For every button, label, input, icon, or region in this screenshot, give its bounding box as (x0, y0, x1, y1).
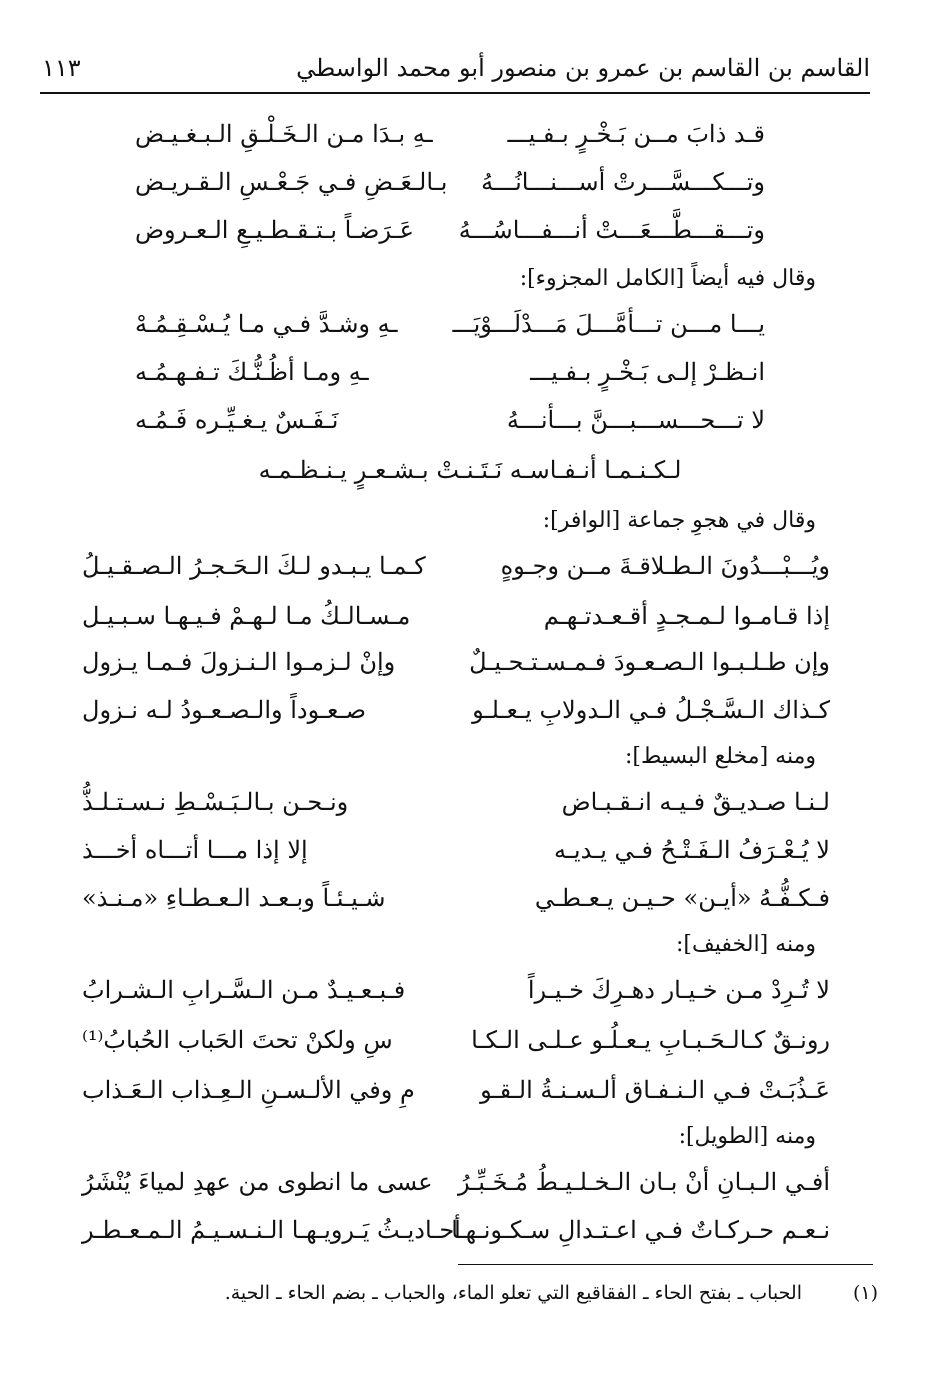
verse-line (135, 358, 765, 398)
poem-intro: ومنه [مخلع البسيط]: (625, 744, 816, 769)
verse-line (135, 216, 765, 256)
verse-line (82, 976, 830, 1016)
running-title: القاسم بن القاسم بن عمرو بن منصور أبو محمد الواسطي (296, 54, 870, 82)
verse-line (82, 1216, 830, 1256)
verse-line (82, 1076, 830, 1116)
verse-second-hemistich: مِ وفي الألـسـنِ الـعِـذاب الـعَـذاب (82, 1076, 415, 1104)
verse-first-hemistich: وإن طـلـبـوا الـصـعـودَ فـمـسـتـحـيـلٌ (469, 648, 830, 676)
verse-line (82, 648, 830, 688)
verse-line (82, 1168, 830, 1208)
verse-second-hemistich: مـسـالـكُ مـا لـهـمْ فـيـهـا سـبـيـل (82, 602, 411, 630)
verse-second-hemistich: عسى ما انطوى من عهدِ لمياءَ يُنْشَرُ (82, 1168, 433, 1196)
footnote-number: (١) (852, 1282, 878, 1304)
verse-first-hemistich: ويُـــبْـــدُونَ الـطـلاقـةَ مــن وجـوهٍ (500, 552, 830, 580)
poem-intro: ومنه [الخفيف]: (676, 932, 816, 957)
verse-second-hemistich: فـبـعـيـدٌ مـن الـسَّـرابِ الـشـرابُ (82, 976, 406, 1004)
verse-first-hemistich: لا تـــحـــســـبـــنَّ بـــأنـــهُ (506, 406, 765, 434)
verse-line (82, 602, 830, 642)
footnote-divider (458, 1264, 873, 1265)
verse-first-hemistich: وتـــكـــسَّـــرتْ أســـنـــانُـــهُ (481, 168, 765, 196)
verse-first-hemistich: رونـقٌ كـالـحَـبـابِ يـعـلُـو عـلـى الـكـا (471, 1026, 830, 1054)
verse-second-hemistich: وإنْ لـزمـوا الـنـزولَ فـمـا يـزول (82, 648, 396, 676)
verse-first-hemistich: قـد ذابَ مــن بَـخْـرٍ بـفـيـــ (507, 120, 765, 148)
verse-first-hemistich: وتـــقـــطَّـــعَـــتْ أنـــفـــاسُـــهُ (458, 216, 765, 244)
verse-line (135, 310, 765, 350)
verse-line (82, 788, 830, 828)
verse-first-hemistich: نـعـم حـركـاتٌ فـي اعـتـدالِ سـكـونـهـا (451, 1216, 830, 1244)
verse-line (82, 552, 830, 592)
verse-second-hemistich: نَـفَـسٌ يـغـيِّـره فَـمُـه (135, 406, 339, 434)
verse-line (82, 836, 830, 876)
verse-single-line: لـكـنـمـا أنـفـاسـه نَـتَـنـتْ بـشـعـرٍ يـنـظـمـه (258, 456, 682, 484)
verse-line (135, 406, 765, 446)
verse-second-hemistich: إلا إذا مـــا أتـــاه أخـــذ (82, 836, 308, 864)
verse-second-hemistich: ـهِ بـدَا مـن الـخَـلْـقِ الـبـغـيـض (135, 120, 433, 148)
verse-line (135, 120, 765, 160)
verse-line (82, 884, 830, 924)
verse-line (82, 1026, 830, 1066)
verse-first-hemistich: عَـذُبَـتْ فـي الـنـفـاق ألـسـنـةُ الـقـو (480, 1076, 830, 1104)
footnote-text: الحباب ـ بفتح الحاء ـ الفقاقيع التي تعلو الماء، والحباب ـ بضم الحاء ـ الحية. (224, 1282, 802, 1304)
verse-first-hemistich: إذا قـامـوا لـمـجـدٍ أقـعـدتـهـم (543, 602, 830, 630)
verse-first-hemistich: انـظـرْ إلـى بَـخْـرٍ بـفـيـــ (530, 358, 765, 386)
verse-second-hemistich: ونـحـن بـالـبَـسْـطِ نـسـتـلـذُّ (82, 788, 349, 816)
verse-first-hemistich: فـكـفُّـهُ «أيـن» حـيـن يـعـطـي (534, 884, 830, 912)
running-header (40, 48, 870, 94)
verse-first-hemistich: كـذاك الـسَّـجْـلُ فـي الـدولابِ يـعـلـو (472, 696, 830, 724)
verse-second-hemistich: سِ ولكنْ تحتَ الحَباب الحُبابُ⁽¹⁾ (82, 1026, 393, 1054)
verse-second-hemistich: كـمـا يـبـدو لـكَ الـحَـجـرُ الـصـقـيـلُ (82, 552, 426, 580)
poem-intro: ومنه [الطويل]: (678, 1124, 816, 1149)
page-number: ١١٣ (42, 54, 81, 82)
verse-second-hemistich: عَـرَضـاً بـتـقـطـيـعِ الـعـروض (135, 216, 414, 244)
verse-first-hemistich: أفـي الـبـانِ أنْ بـان الـخـلـيـطُ مُـخَـبِّـرُ (458, 1168, 830, 1196)
verse-first-hemistich: لـنـا صـديـقٌ فـيـه انـقـبـاض (561, 788, 830, 816)
verse-first-hemistich: يـــا مـــن تـــأمَّـــلَ مَـــدْلَـــوْيَـــ (452, 310, 765, 338)
verse-first-hemistich: لا تُـرِدْ مـن خـيـار دهـرِكَ خـيـراً (527, 976, 830, 1004)
verse-second-hemistich: ـهِ ومـا أظُـنُّـكَ تـفـهـمُـه (135, 358, 369, 386)
verse-line (135, 168, 765, 208)
verse-second-hemistich: بـالـعَـضِ فـي جَـعْـسِ الـقـريـض (135, 168, 448, 196)
verse-second-hemistich: أحـاديـثُ يَـرويـهـا الـنـسـيـمُ الـمـعـطـر (82, 1216, 461, 1244)
poem-intro: وقال فيه أيضاً [الكامل المجزوء]: (519, 266, 816, 291)
verse-line (82, 696, 830, 736)
poem-intro: وقال في هجوِ جماعة [الوافر]: (542, 508, 816, 533)
verse-first-hemistich: لا يُـعْـرَفُ الـفَـتْـحُ فـي يـديـه (554, 836, 830, 864)
verse-second-hemistich: شـيـئـاً وبـعـد الـعـطـاءِ «مـنـذ» (82, 884, 386, 912)
verse-second-hemistich: صـعـوداً والـصـعـودُ لـه نـزول (82, 696, 366, 724)
verse-second-hemistich: ـهِ وشـدَّ فـي مـا يُـسْـقِـمُـهْ (135, 310, 398, 338)
